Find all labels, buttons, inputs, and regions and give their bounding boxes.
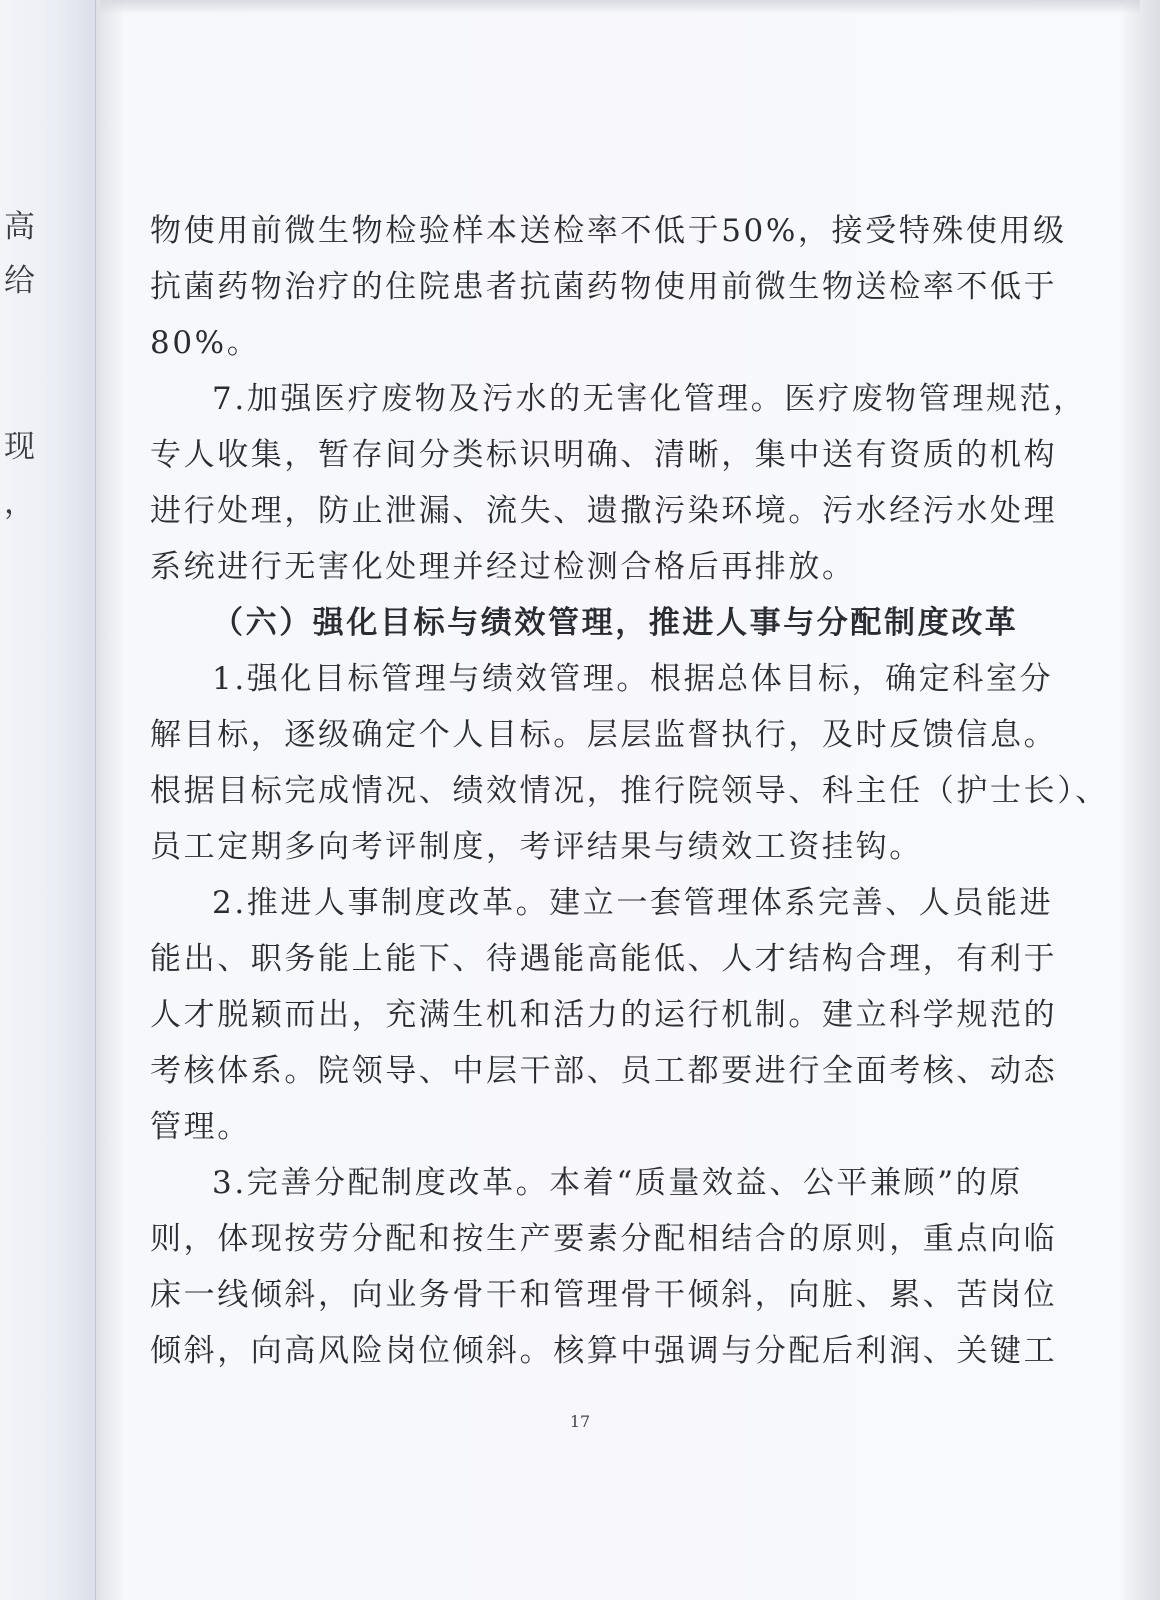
text-line: 能出、职务能上能下、待遇能高能低、人才结构合理，有利于 [150, 941, 1058, 977]
text-line: 倾斜，向高风险岗位倾斜。核算中强调与分配后利润、关键工 [150, 1333, 1058, 1369]
text-line: 解目标，逐级确定个人目标。层层监督执行，及时反馈信息。 [150, 717, 1058, 753]
section-heading: （六）强化目标与绩效管理，推进人事与分配制度改革 [212, 605, 1019, 641]
text-line: 2.推进人事制度改革。建立一套管理体系完善、人员能进 [212, 885, 1054, 921]
right-edge-shadow [1120, 0, 1160, 1600]
binding-shadow [95, 0, 125, 1600]
text-line: 专人收集，暂存间分类标识明确、清晰，集中送有资质的机构 [150, 437, 1058, 473]
left-page-fragment: ， [4, 485, 35, 521]
text-line: 物使用前微生物检验样本送检率不低于50%，接受特殊使用级 [150, 213, 1067, 249]
text-line: 根据目标完成情况、绩效情况，推行院领导、科主任（护士长）、 [150, 773, 1109, 809]
page-number: 17 [569, 1412, 591, 1431]
left-page-fragment: 给 [4, 263, 35, 299]
text-line: 管理。 [150, 1109, 251, 1145]
left-facing-page [0, 0, 96, 1600]
text-line: 1.强化目标管理与绩效管理。根据总体目标，确定科室分 [212, 661, 1054, 697]
left-page-fragment: 现 [4, 429, 35, 465]
text-line: 进行处理，防止泄漏、流失、遗撒污染环境。污水经污水处理 [150, 493, 1058, 529]
text-line: 7.加强医疗废物及污水的无害化管理。医疗废物管理规范， [212, 381, 1087, 417]
left-page-fragment: 高 [4, 209, 35, 245]
text-line: 则，体现按劳分配和按生产要素分配相结合的原则，重点向临 [150, 1221, 1058, 1257]
text-line: 床一线倾斜，向业务骨干和管理骨干倾斜，向脏、累、苦岗位 [150, 1277, 1058, 1313]
top-edge-shadow [100, 0, 1140, 14]
text-line: 抗菌药物治疗的住院患者抗菌药物使用前微生物送检率不低于 [150, 269, 1058, 305]
text-line: 系统进行无害化处理并经过检测合格后再排放。 [150, 549, 856, 585]
text-line: 考核体系。院领导、中层干部、员工都要进行全面考核、动态 [150, 1053, 1058, 1089]
text-line: 3.完善分配制度改革。本着“质量效益、公平兼顾”的原 [212, 1165, 1023, 1201]
text-line: 员工定期多向考评制度，考评结果与绩效工资挂钩。 [150, 829, 923, 865]
text-line: 人才脱颖而出，充满生机和活力的运行机制。建立科学规范的 [150, 997, 1058, 1033]
text-line: 80%。 [150, 325, 261, 361]
